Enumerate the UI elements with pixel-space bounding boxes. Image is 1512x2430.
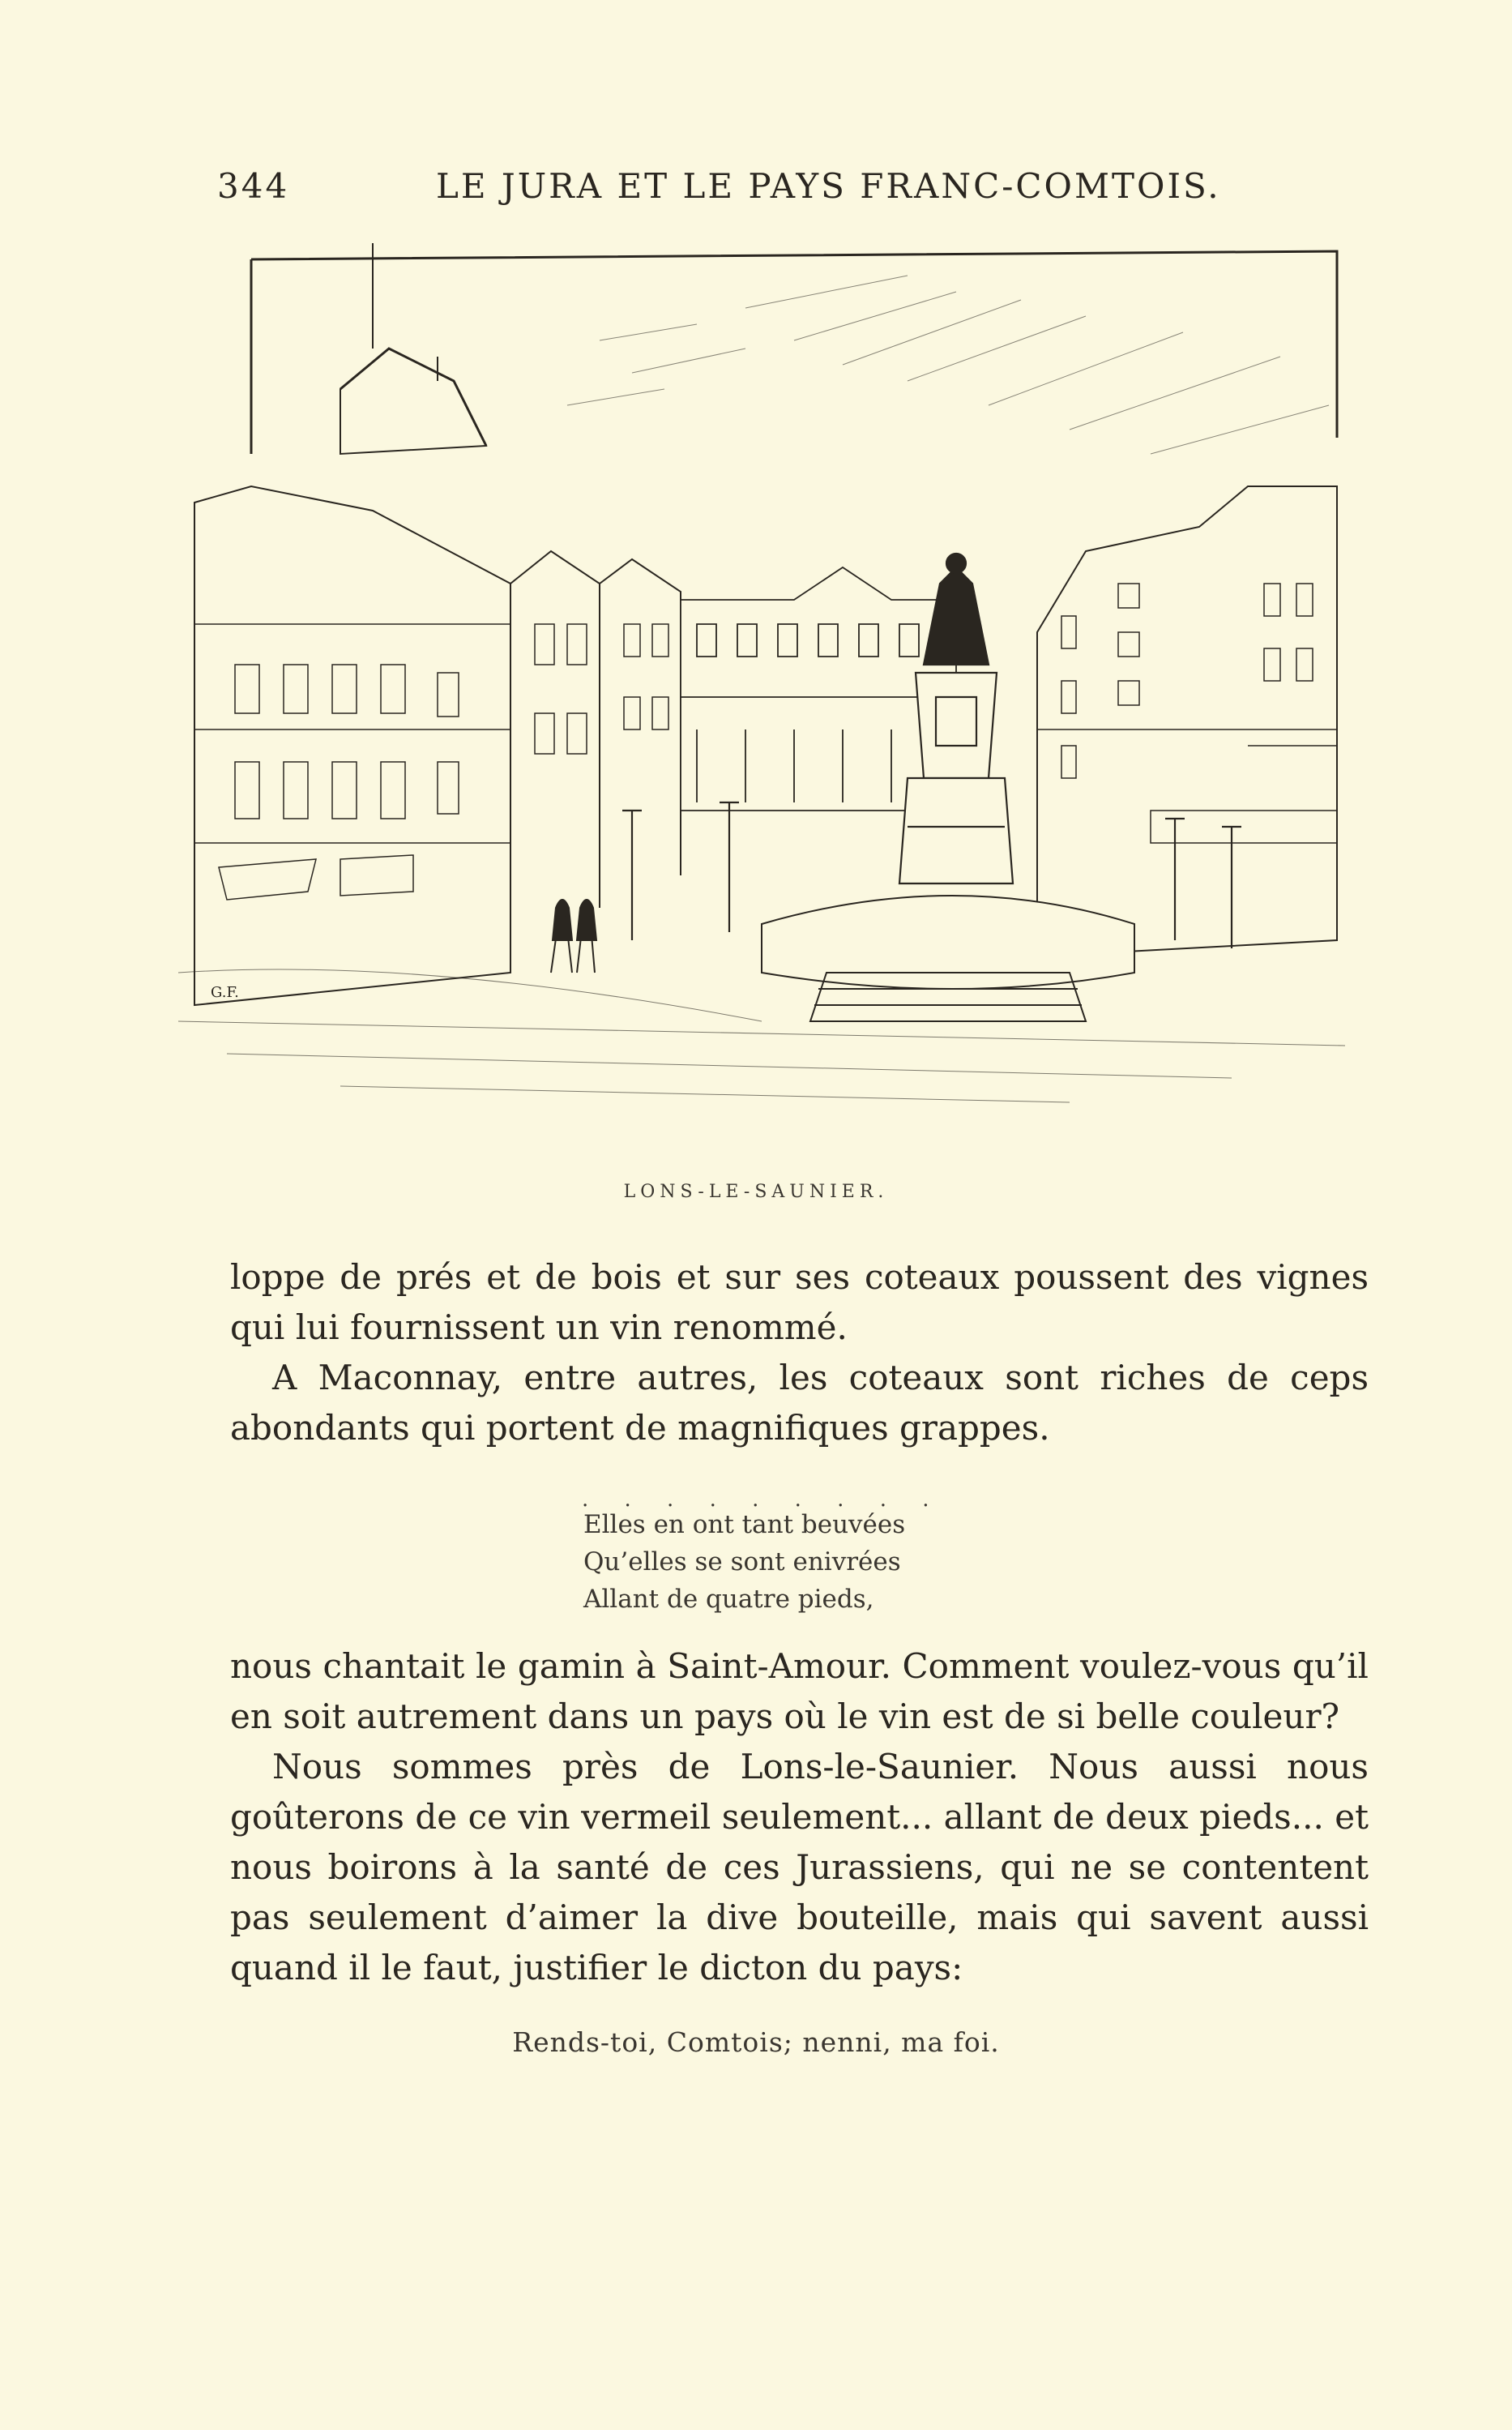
page-number: 344: [217, 166, 290, 206]
paragraph-1: loppe de prés et de bois et sur ses coteaux poussent des vignes qui lui fournissent un vin renommé.: [230, 1257, 1369, 1347]
running-header: [217, 166, 1221, 215]
paragraph-4: Nous sommes près de Lons-le-Saunier. Nous aussi nous goûterons de ce vin vermeil seulement... allant de deux pieds... et nous boirons à la santé de ces Jurassiens, qui ne se contentent pas seulement d’aimer la dive bouteille, mais qui savent aussi quand il le faut, justifier le dicton du pays:: [230, 1747, 1369, 1987]
paragraph-3: nous chantait le gamin à Saint-Amour. Comment voulez-vous qu’il en soit autrement dans un pays où le vin est de si belle couleur?: [230, 1646, 1369, 1736]
verse-line: Qu’elles se sont enivrées: [583, 1547, 901, 1577]
verse-line: Elles en ont tant beuvées: [583, 1510, 906, 1539]
engraver-signature: G.F.: [211, 984, 239, 1001]
running-title: LE JURA ET LE PAYS FRANC-COMTOIS.: [436, 166, 1221, 206]
text-block-2: [230, 1641, 1369, 1993]
text-block-1: [230, 1252, 1369, 1453]
verse-line: Allant de quatre pieds,: [583, 1585, 874, 1614]
verse-block: [583, 1506, 905, 1618]
engraving-lons-le-saunier: [178, 243, 1345, 1151]
closing-saying: Rends-toi, Comtois; nenni, ma foi.: [512, 2026, 1000, 2058]
illustration-caption: LONS-LE-SAUNIER.: [623, 1182, 889, 1202]
verse-ellipsis: . . . . . . . . .: [582, 1487, 944, 1512]
paragraph-2: A Maconnay, entre autres, les coteaux sont riches de ceps abondants qui portent de magnifiques grappes.: [230, 1358, 1369, 1448]
